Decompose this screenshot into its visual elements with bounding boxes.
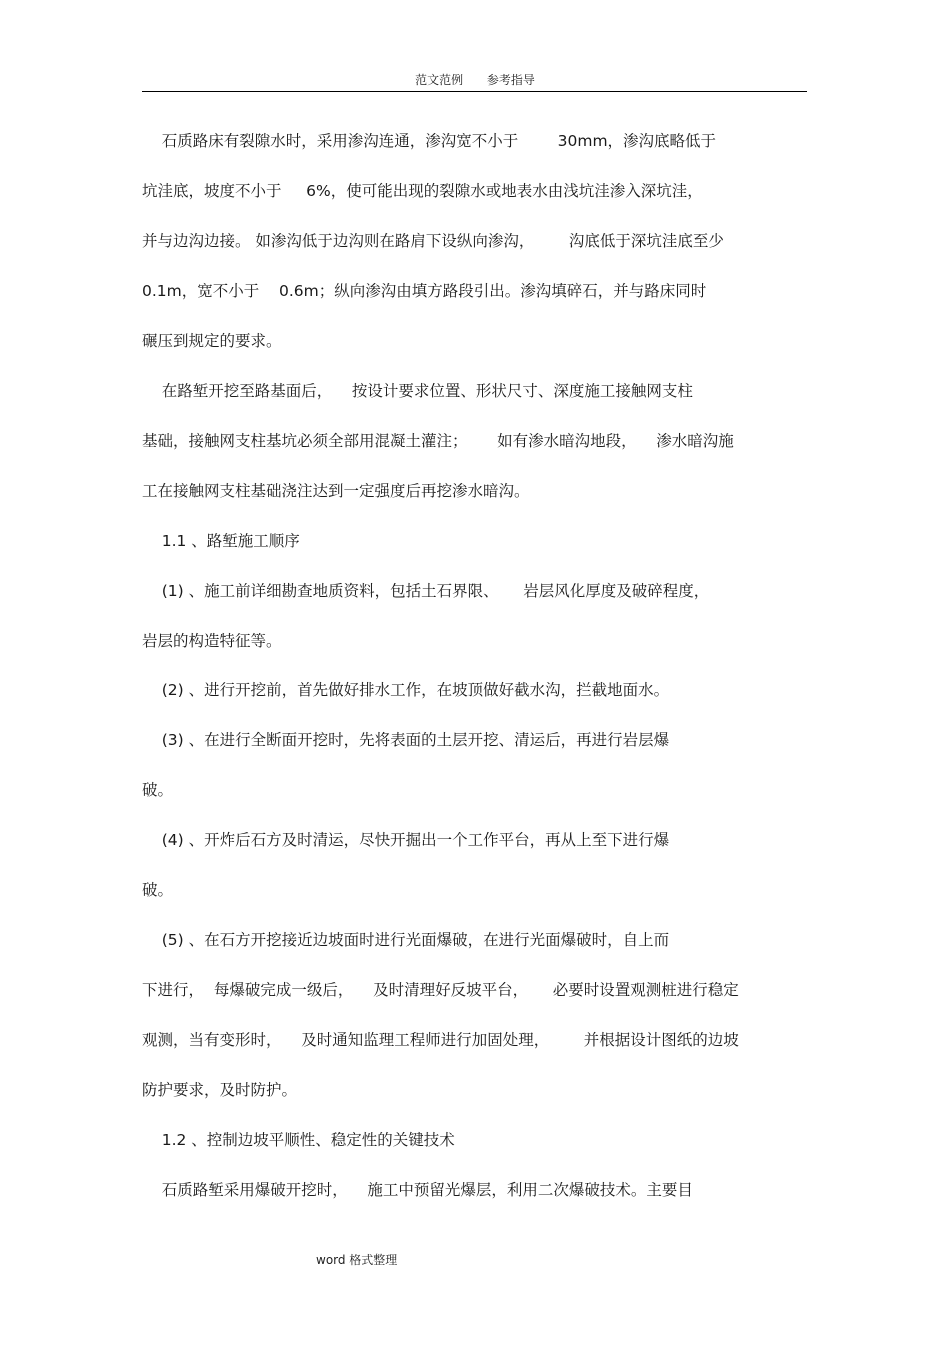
body-text-line: 破。 [142,881,174,900]
page-header [0,71,950,88]
body-text-line: (3) 、在进行全断面开挖时，先将表面的土层开挖、清运后，再进行岩层爆 [142,731,670,750]
body-text-line: 观测，当有变形时， 及时通知监理工程师进行加固处理， 并根据设计图纸的边坡 [142,1031,739,1050]
body-text-line: 并与边沟边接。 如渗沟低于边沟则在路肩下设纵向渗沟， 沟底低于深坑洼底至少 [142,231,724,250]
body-text-line: 石质路床有裂隙水时，采用渗沟连通，渗沟宽不小于 30mm，渗沟底略低于 [142,132,717,150]
page-footer: word 格式整理 [316,1253,398,1267]
body-text-line: 工在接触网支柱基础浇注达到一定强度后再挖渗水暗沟。 [142,481,530,500]
body-text-line: 1.2 、控制边坡平顺性、稳定性的关键技术 [142,1131,455,1149]
header-left: 范文范例 [415,73,464,87]
body-text-line: 在路堑开挖至路基面后， 按设计要求位置、形状尺寸、深度施工接触网支柱 [142,381,693,400]
body-text-line: 1.1 、路堑施工顺序 [142,531,300,550]
body-text-line: (2) 、进行开挖前，首先做好排水工作，在坡顶做好截水沟，拦截地面水。 [142,681,670,700]
body-text-line: 碾压到规定的要求。 [142,331,282,350]
header-rule [142,91,807,92]
body-text-line: (1) 、施工前详细勘查地质资料，包括土石界限、 岩层风化厚度及破碎程度， [142,581,710,600]
body-text-line: 坑洼底，坡度不小于 6%，使可能出现的裂隙水或地表水由浅坑洼渗入深坑洼， [142,181,703,200]
body-text-line: (5) 、在石方开挖接近边坡面时进行光面爆破，在进行光面爆破时，自上而 [142,931,670,950]
body-text-line: 下进行， 每爆破完成一级后， 及时清理好反坡平台， 必要时设置观测桩进行稳定 [142,981,739,1000]
body-text-line: 岩层的构造特征等。 [142,631,282,650]
body-text-line: (4) 、开炸后石方及时清运，尽快开掘出一个工作平台，再从上至下进行爆 [142,831,670,850]
body-text-line: 0.1m，宽不小于 0.6m；纵向渗沟由填方路段引出。渗沟填碎石，并与路床同时 [142,281,707,300]
body-text-line: 防护要求，及时防护。 [142,1081,298,1100]
body-text-line: 破。 [142,781,174,800]
header-right: 参考指导 [486,73,535,87]
body-text-line: 基础，接触网支柱基坑必须全部用混凝土灌注； 如有渗水暗沟地段， 渗水暗沟施 [142,431,734,450]
body-text-line: 石质路堑采用爆破开挖时， 施工中预留光爆层，利用二次爆破技术。主要目 [142,1180,693,1199]
